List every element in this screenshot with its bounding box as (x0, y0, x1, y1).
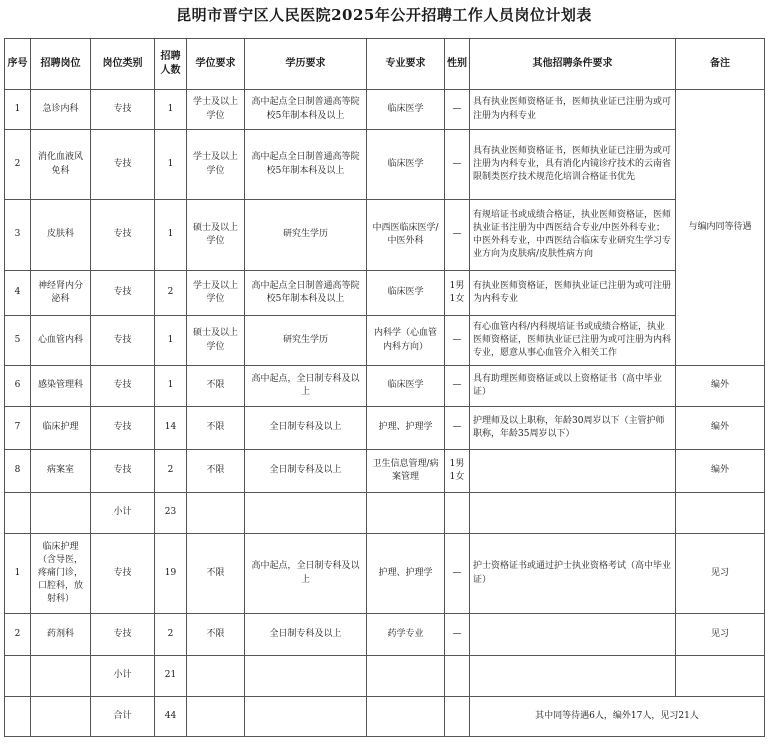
cell-other: 有规培证书或成绩合格证，执业医师资格证，医师执业证书注册为中西医结合专业/中医外科专业；中医外科专业，中西医结合临床专业研究生学习专业方向为皮肤病/皮肤性病方向 (470, 200, 676, 271)
table-row (5, 130, 765, 200)
cell-education: 高中起点，全日制专科及以上 (245, 366, 367, 407)
cell-count: 1 (155, 200, 187, 271)
cell-count: 2 (155, 450, 187, 493)
cell-gender: — (445, 130, 470, 200)
cell-count: 1 (155, 130, 187, 200)
cell-note: 编外 (676, 407, 765, 450)
cell-seq: 6 (5, 366, 31, 407)
cell-education: 高中起点全日制普通高等院校5年制本科及以上 (245, 130, 367, 200)
cell-other (470, 450, 676, 493)
header-education: 学历要求 (245, 39, 367, 90)
cell-degree: 不限 (187, 534, 245, 614)
cell-education: 全日制专科及以上 (245, 407, 367, 450)
cell-major: 内科学（心血管内科方向） (367, 316, 445, 366)
cell-note: 编外 (676, 450, 765, 493)
cell-other: 护理师及以上职称，年龄30周岁以下（主管护师职称，年龄35周岁以下） (470, 407, 676, 450)
cell-count: 2 (155, 271, 187, 316)
total-label: 合计 (91, 697, 155, 737)
header-other: 其他招聘条件要求 (470, 39, 676, 90)
cell-post: 感染管理科 (31, 366, 91, 407)
header-degree: 学位要求 (187, 39, 245, 90)
cell-degree: 学士及以上学位 (187, 130, 245, 200)
recruitment-table (4, 38, 765, 737)
table-row (5, 90, 765, 130)
cell-seq: 2 (5, 614, 31, 656)
table-row (5, 614, 765, 656)
table-row (5, 407, 765, 450)
cell-education: 研究生学历 (245, 316, 367, 366)
cell-other: 有心血管内科/内科规培证书或成绩合格证，执业医师资格证，医师执业证已注册为或可注册为内科专业，愿意从事心血管介入相关工作 (470, 316, 676, 366)
cell-note: 见习 (676, 614, 765, 656)
cell-education: 高中起点，全日制专科及以上 (245, 534, 367, 614)
header-category: 岗位类别 (91, 39, 155, 90)
cell-seq: 8 (5, 450, 31, 493)
total-summary: 其中同等待遇6人，编外17人，见习21人 (470, 697, 765, 737)
cell-count: 1 (155, 90, 187, 130)
cell-post: 消化血液风免科 (31, 130, 91, 200)
cell-count: 19 (155, 534, 187, 614)
cell-major: 护理、护理学 (367, 407, 445, 450)
total-row (5, 697, 765, 737)
cell-seq: 3 (5, 200, 31, 271)
subtotal-count: 21 (155, 656, 187, 697)
header-count: 招聘人数 (155, 39, 187, 90)
cell-category: 专技 (91, 450, 155, 493)
cell-degree: 硕士及以上学位 (187, 316, 245, 366)
cell-gender: 1男1女 (445, 450, 470, 493)
total-count: 44 (155, 697, 187, 737)
subtotal-label: 小计 (91, 493, 155, 534)
cell-other: 具有执业医师资格证书，医师执业证已注册为或可注册为内科专业 (470, 90, 676, 130)
cell-post: 神经肾内分泌科 (31, 271, 91, 316)
cell-major: 临床医学 (367, 366, 445, 407)
cell-seq: 1 (5, 90, 31, 130)
cell-seq: 7 (5, 407, 31, 450)
cell-count: 2 (155, 614, 187, 656)
cell-post: 临床护理 (31, 407, 91, 450)
cell-major: 药学专业 (367, 614, 445, 656)
cell-education: 高中起点全日制普通高等院校5年制本科及以上 (245, 271, 367, 316)
subtotal-row (5, 656, 765, 697)
cell-category: 专技 (91, 271, 155, 316)
table-row (5, 271, 765, 316)
cell-post: 临床护理（含导医，疼痛门诊，口腔科，放射科） (31, 534, 91, 614)
cell-seq: 4 (5, 271, 31, 316)
cell-degree: 学士及以上学位 (187, 271, 245, 316)
cell-category: 专技 (91, 316, 155, 366)
cell-post: 皮肤科 (31, 200, 91, 271)
table-row (5, 450, 765, 493)
cell-degree: 不限 (187, 614, 245, 656)
header-post: 招聘岗位 (31, 39, 91, 90)
cell-gender: — (445, 614, 470, 656)
cell-gender: — (445, 90, 470, 130)
table-row (5, 534, 765, 614)
cell-degree: 硕士及以上学位 (187, 200, 245, 271)
subtotal-label: 小计 (91, 656, 155, 697)
cell-gender: — (445, 407, 470, 450)
cell-other: 具有助理医师资格证或以上资格证书（高中毕业证） (470, 366, 676, 407)
header-seq: 序号 (5, 39, 31, 90)
cell-post: 病案室 (31, 450, 91, 493)
table-row (5, 316, 765, 366)
cell-category: 专技 (91, 130, 155, 200)
cell-count: 1 (155, 366, 187, 407)
cell-degree: 学士及以上学位 (187, 90, 245, 130)
cell-education: 研究生学历 (245, 200, 367, 271)
cell-category: 专技 (91, 614, 155, 656)
cell-major: 中西医临床医学/中医外科 (367, 200, 445, 271)
cell-gender: — (445, 366, 470, 407)
cell-count: 1 (155, 316, 187, 366)
cell-seq: 1 (5, 534, 31, 614)
cell-other: 护士资格证书或通过护士执业资格考试（高中毕业证） (470, 534, 676, 614)
cell-seq: 2 (5, 130, 31, 200)
cell-degree: 不限 (187, 450, 245, 493)
header-row (5, 39, 765, 90)
cell-education: 全日制专科及以上 (245, 614, 367, 656)
cell-degree: 不限 (187, 407, 245, 450)
cell-gender: — (445, 316, 470, 366)
cell-category: 专技 (91, 366, 155, 407)
cell-degree: 不限 (187, 366, 245, 407)
cell-seq: 5 (5, 316, 31, 366)
cell-category: 专技 (91, 534, 155, 614)
cell-group-note: 与编内同等待遇 (676, 90, 765, 366)
cell-education: 全日制专科及以上 (245, 450, 367, 493)
cell-note: 见习 (676, 534, 765, 614)
cell-gender: 1男1女 (445, 271, 470, 316)
cell-major: 临床医学 (367, 130, 445, 200)
header-note: 备注 (676, 39, 765, 90)
cell-gender: — (445, 534, 470, 614)
cell-post: 心血管内科 (31, 316, 91, 366)
cell-other: 具有执业医师资格证书，医师执业证已注册为或可注册为内科专业，具有消化内镜诊疗技术的云南省限制类医疗技术规范化培训合格证书优先 (470, 130, 676, 200)
table-row (5, 366, 765, 407)
cell-major: 卫生信息管理/病案管理 (367, 450, 445, 493)
cell-major: 护理、护理学 (367, 534, 445, 614)
cell-post: 药剂科 (31, 614, 91, 656)
cell-major: 临床医学 (367, 271, 445, 316)
cell-major: 临床医学 (367, 90, 445, 130)
cell-other: 有执业医师资格证，医师执业证已注册为或可注册为内科专业 (470, 271, 676, 316)
subtotal-row (5, 493, 765, 534)
cell-other (470, 614, 676, 656)
header-major: 专业要求 (367, 39, 445, 90)
cell-post: 急诊内科 (31, 90, 91, 130)
cell-note: 编外 (676, 366, 765, 407)
subtotal-count: 23 (155, 493, 187, 534)
cell-count: 14 (155, 407, 187, 450)
cell-category: 专技 (91, 407, 155, 450)
header-gender: 性别 (445, 39, 470, 90)
page-title: 昆明市晋宁区人民医院2025年公开招聘工作人员岗位计划表 (176, 6, 592, 24)
cell-gender: — (445, 200, 470, 271)
cell-education: 高中起点全日制普通高等院校5年制本科及以上 (245, 90, 367, 130)
table-row (5, 200, 765, 271)
cell-category: 专技 (91, 90, 155, 130)
cell-category: 专技 (91, 200, 155, 271)
